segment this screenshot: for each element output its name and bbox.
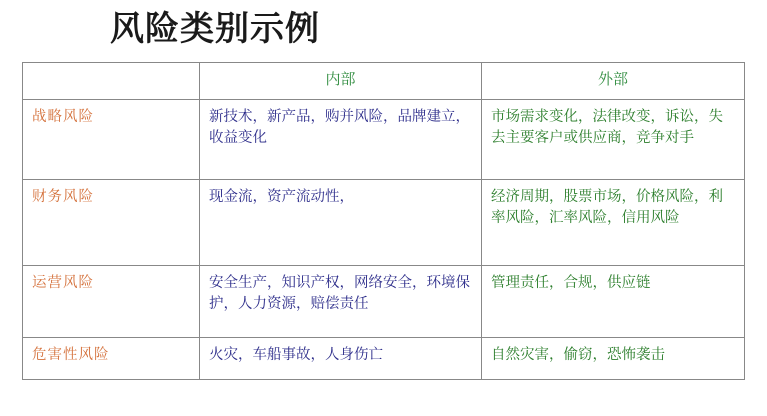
table-body — [23, 100, 745, 380]
cell-finance-external: 经济周期，股票市场，价格风险，利率风险，汇率风险，信用风险 — [482, 180, 745, 266]
column-header-blank — [23, 63, 200, 100]
table-header-row — [23, 63, 745, 100]
row-header-operation: 运营风险 — [23, 266, 200, 338]
cell-hazard-external: 自然灾害，偷窃，恐怖袭击 — [482, 338, 745, 380]
table-header — [23, 63, 745, 100]
cell-operation-internal: 安全生产，知识产权，网络安全，环境保护，人力资源，赔偿责任 — [200, 266, 482, 338]
cell-strategy-internal: 新技术，新产品，购并风险，品牌建立，收益变化 — [200, 100, 482, 180]
table-row — [23, 266, 745, 338]
cell-hazard-internal: 火灾，车船事故，人身伤亡 — [200, 338, 482, 380]
cell-operation-external: 管理责任，合规，供应链 — [482, 266, 745, 338]
risk-category-table — [22, 62, 745, 380]
table-row — [23, 100, 745, 180]
table-row — [23, 180, 745, 266]
column-header-external: 外部 — [482, 63, 745, 100]
cell-strategy-external: 市场需求变化，法律改变，诉讼，失去主要客户或供应商，竞争对手 — [482, 100, 745, 180]
row-header-hazard: 危害性风险 — [23, 338, 200, 380]
risk-table-container — [22, 62, 744, 380]
row-header-finance: 财务风险 — [23, 180, 200, 266]
table-row — [23, 338, 745, 380]
page-title: 风险类别示例 — [110, 11, 320, 48]
column-header-internal: 内部 — [200, 63, 482, 100]
row-header-strategy: 战略风险 — [23, 100, 200, 180]
cell-finance-internal: 现金流，资产流动性， — [200, 180, 482, 266]
